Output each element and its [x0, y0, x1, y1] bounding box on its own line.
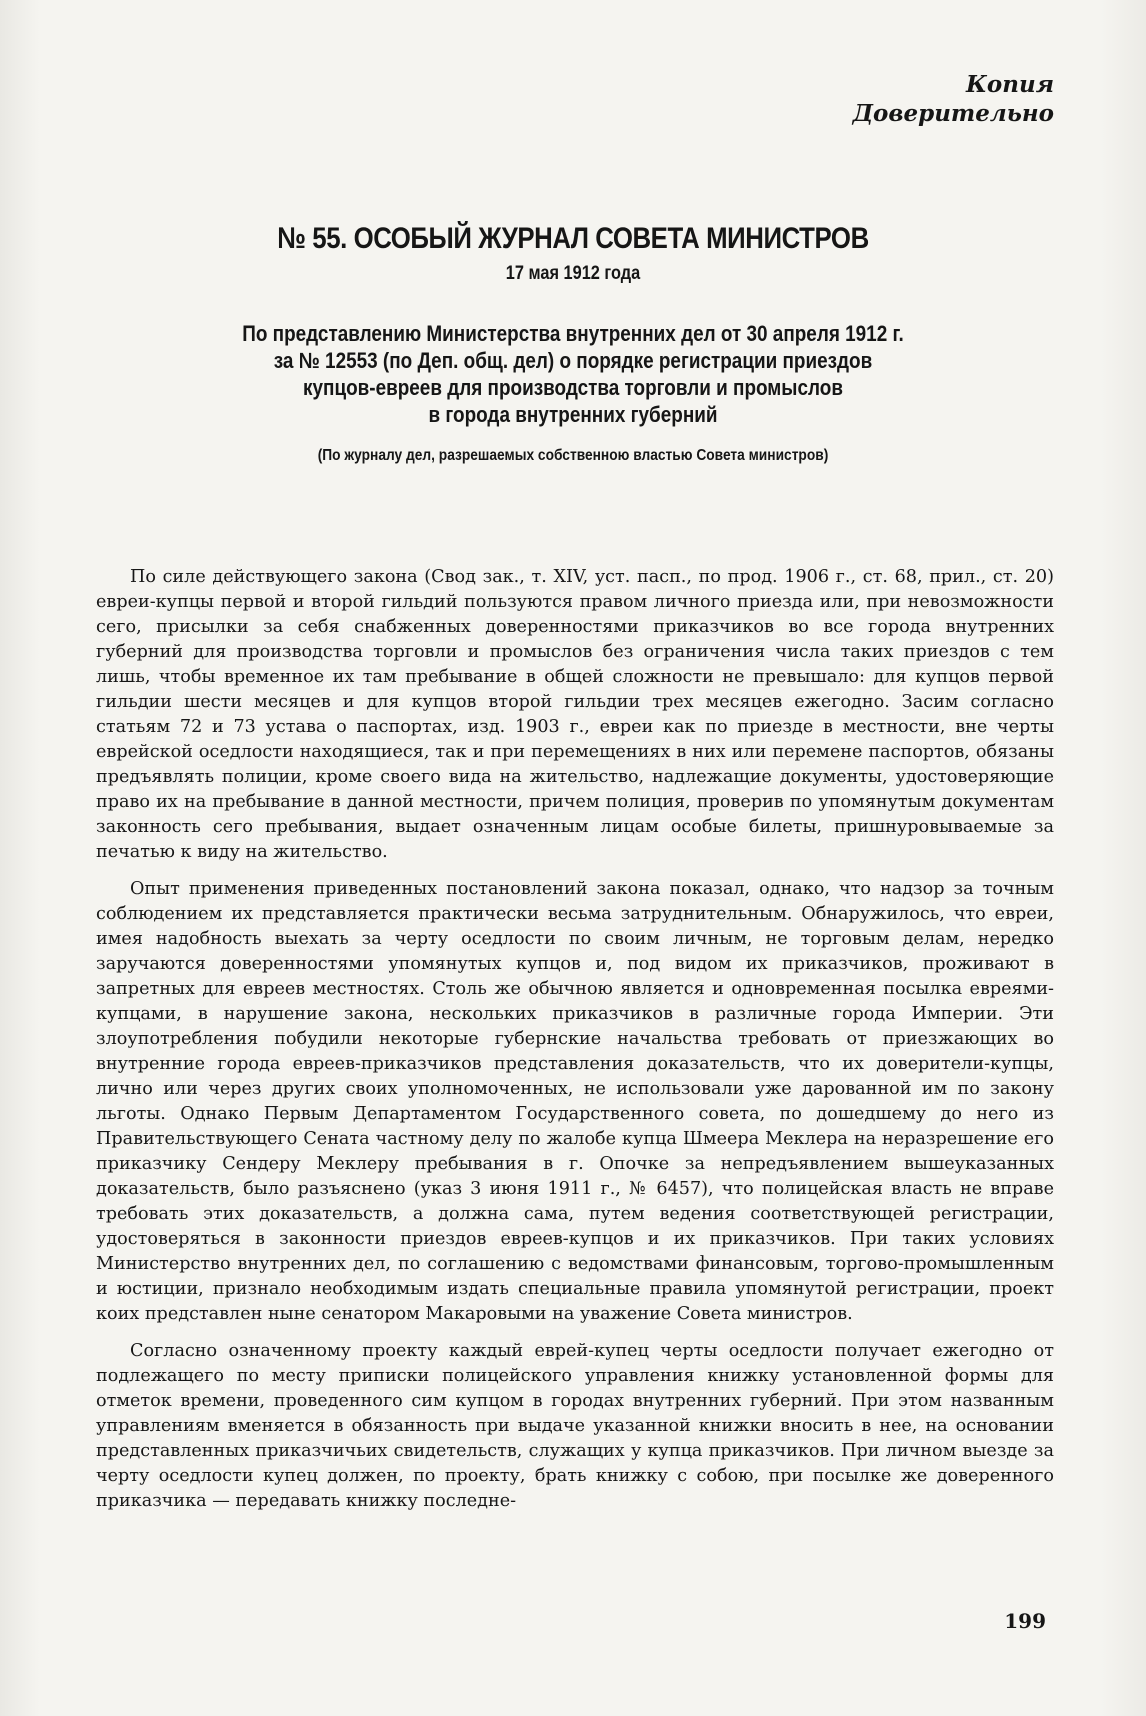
document-date: 17 мая 1912 года [505, 263, 641, 284]
body-paragraph: По силе действующего закона (Свод зак., т. XIV, уст. пасп., по прод. 1906 г., ст. 68, прил., ст. 20) евреи-купцы первой и второй гильдий пользуются правом личного приезда или, при невозможности сего, присылки за себя снабженных доверенностями приказчиков во все города внутренних губерний для производства торговли и промыслов без ограничения числа таких приездов с тем лишь, чтобы временное их там пребывание в общей сложности не превышало: для купцов первой гильдии шести месяцев и для купцов второй гильдии трех месяцев ежегодно. Засим согласно статьям 72 и 73 устава о паспортах, изд. 1903 г., евреи как по приезде в местности, вне черты еврейской оседлости находящиеся, так и при перемещениях в них или перемене паспортов, обязаны предъявлять полиции, кроме своего вида на жительство, надлежащие документы, удостоверяющие право их на пребывание в данной местности, причем полиция, проверив по упомянутым документам законность сего пребывания, выдает означенным лицам особые билеты, пришнуровываемые за печатью к виду на жительство. [96, 567, 1054, 862]
title-block [80, 220, 1066, 466]
confidential-mark: Доверительно [852, 100, 1054, 127]
body-paragraph: Согласно означенному проекту каждый еврей-купец черты оседлости получает ежегодно от подлежащего по месту приписки полицейского управления книжку установленной формы для отметок времени, проведенного сим купцом в городах внутренних губерний. При этом названным управлениям вменяется в обязанность при выдаче указанной книжки вносить в нее, на основании представленных приказчичьих свидетельств, служащих у купца приказчиков. При личном выезде за черту оседлости купец должен, по проекту, брать книжку с собою, при посылке же доверенного приказчика — передавать книжку последне- [96, 1341, 1054, 1511]
page-number: 199 [1004, 1609, 1046, 1633]
subject-line: купцов-евреев для производства торговли и промыслов [303, 375, 843, 400]
subject-line: По представлению Министерства внутренних дел от 30 апреля 1912 г. [242, 321, 904, 346]
subject-line: за № 12553 (по Деп. общ. дел) о порядке регистрации приездов [273, 348, 873, 373]
document-body [96, 565, 1054, 1526]
subject-line: в города внутренних губерний [428, 402, 718, 427]
body-paragraph: Опыт применения приведенных постановлений закона показал, однако, что надзор за точным соблюдением их представляется практически весьма затруднительным. Обнаружилось, что евреи, имея надобность выехать за черту оседлости по своим личным, не торговым делам, нередко заручаются доверенностями упомянутых купцов и, под видом их приказчиков, проживают в запретных для евреев местностях. Столь же обычною является и одновременная посылка евреями-купцами, в нарушение закона, нескольких приказчиков в различные города Империи. Эти злоупотребления побудили некоторые губернские начальства требовать от приезжающих во внутренние города евреев-приказчиков представления доказательств, что их доверители-купцы, лично или через других своих уполномоченных, не использовали уже дарованной им по закону льготы. Однако Первым Департаментом Государственного совета, по дошедшему до него из Правительствующего Сената частному делу по жалобе купца Шмеера Меклера на неразрешение его приказчику Сендеру Меклеру пребывания в г. Опочке за непредъявлением вышеуказанных доказательств, было разъяснено (указ 3 июня 1911 г., № 6457), что полицейская власть не вправе требовать этих доказательств, а должна сама, путем ведения соответствующей регистрации, удостоверяться в законности приездов евреев-купцов и их приказчиков. При таких условиях Министерство внутренних дел, по соглашению с ведомствами финансовым, торгово-промышленным и юстиции, признало необходимым издать специальные правила упомянутой регистрации, проект коих представлен ныне сенатором Макаровыми на уважение Совета министров. [96, 879, 1054, 1324]
document-note: (По журналу дел, разрешаемых собственною властью Совета министров) [317, 447, 829, 464]
stamp-marks [853, 70, 1054, 128]
copy-mark: Копия [965, 71, 1054, 98]
document-title: № 55. ОСОБЫЙ ЖУРНАЛ СОВЕТА МИНИСТРОВ [277, 222, 869, 255]
document-subject [149, 320, 997, 428]
